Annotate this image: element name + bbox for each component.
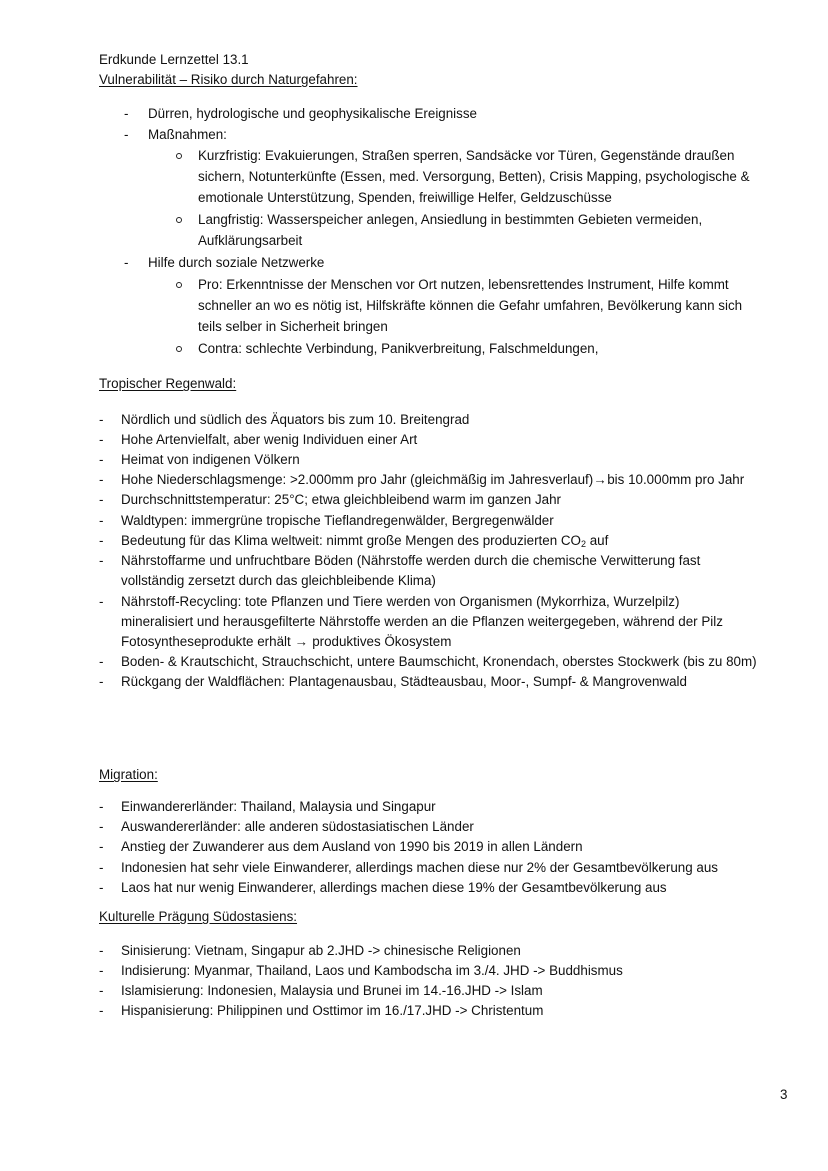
list-item: Anstieg der Zuwanderer aus dem Ausland von 1990 bis 2019 in allen Ländern <box>121 839 583 854</box>
list-item: Waldtypen: immergrüne tropische Tieflandregenwälder, Bergregenwälder <box>121 513 554 528</box>
list-item-contra: Contra: schlechte Verbindung, Panikverbreitung, Falschmeldungen, <box>198 341 599 356</box>
bullet-dash: - <box>99 860 104 875</box>
list-item: Durchschnittstemperatur: 25°C; etwa gleichbleibend warm im ganzen Jahr <box>121 492 562 507</box>
bullet-dash: - <box>124 106 129 121</box>
list-item-text: auf <box>586 533 609 548</box>
list-item: Nährstoff-Recycling: tote Pflanzen und Tiere werden von Organismen (Mykorrhiza, Wurzelpilz) <box>121 594 680 609</box>
list-item: Indonesien hat sehr viele Einwanderer, allerdings machen diese nur 2% der Gesamtbevölkerung aus <box>121 860 718 875</box>
list-item: Heimat von indigenen Völkern <box>121 452 300 467</box>
page-number: 3 <box>780 1087 788 1102</box>
list-item-short-term: Kurzfristig: Evakuierungen, Straßen sperren, Sandsäcke vor Türen, Gegenstände draußen <box>198 148 735 163</box>
list-item-cont: vollständig zersetzt durch das gleichbleibende Klima) <box>121 573 436 588</box>
section-heading-rainforest: Tropischer Regenwald: <box>99 376 237 391</box>
list-item: Rückgang der Waldflächen: Plantagenausbau, Städteausbau, Moor-, Sumpf- & Mangrovenwald <box>121 674 687 689</box>
list-item-text: Hohe Niederschlagsmenge: >2.000mm pro Jahr (gleichmäßig im Jahresverlauf) <box>121 472 594 487</box>
bullet-dash: - <box>99 799 104 814</box>
section-heading-vulnerability: Vulnerabilität – Risiko durch Naturgefahren: <box>99 72 358 87</box>
list-item-cont: mineralisiert und herausgefilterte Nährstoffe werden an die Pflanzen weitergegeben, während der Pilz <box>121 614 723 629</box>
circle-bullet-icon <box>176 217 182 223</box>
list-item-short-term-cont: emotionale Unterstützung, Spenden, freiwillige Helfer, Geldzuschüsse <box>198 190 612 205</box>
list-item-text: produktives Ökosystem <box>312 634 452 649</box>
list-item <box>121 531 608 551</box>
bullet-dash: - <box>99 432 104 447</box>
list-item-short-term-cont: sichern, Notunterkünfte (Essen, med. Versorgung, Betten), Crisis Mapping, psychologische & <box>198 169 750 184</box>
list-item: Indisierung: Myanmar, Thailand, Laos und Kambodscha im 3./4. JHD -> Buddhismus <box>121 963 623 978</box>
bullet-dash: - <box>99 943 104 958</box>
bullet-dash: - <box>99 553 104 568</box>
bullet-dash: - <box>124 255 129 270</box>
list-item-text: Bedeutung für das Klima weltweit: nimmt große Mengen des produzierten CO <box>121 533 581 548</box>
list-item: Maßnahmen: <box>148 127 227 142</box>
section-heading-culture: Kulturelle Prägung Südostasiens: <box>99 909 298 924</box>
bullet-dash: - <box>99 412 104 427</box>
bullet-dash: - <box>99 674 104 689</box>
bullet-dash: - <box>99 654 104 669</box>
bullet-dash: - <box>99 513 104 528</box>
bullet-dash: - <box>99 452 104 467</box>
list-item: Boden- & Krautschicht, Strauchschicht, untere Baumschicht, Kronendach, oberstes Stockwerk (bis zu 80m) <box>121 654 757 669</box>
list-item: Einwandererländer: Thailand, Malaysia und Singapur <box>121 799 436 814</box>
list-item-pro-cont: schneller an wo es nötig ist, Hilfskräfte können die Gefahr umfahren, Bevölkerung kann sich <box>198 298 743 313</box>
list-item: Nährstoffarme und unfruchtbare Böden (Nährstoffe werden durch die chemische Verwitterung fast <box>121 553 701 568</box>
list-item: Sinisierung: Vietnam, Singapur ab 2.JHD -> chinesische Religionen <box>121 943 521 958</box>
circle-bullet-icon <box>176 282 182 288</box>
document-title: Erdkunde Lernzettel 13.1 <box>99 52 249 67</box>
list-item <box>121 470 744 490</box>
circle-bullet-icon <box>176 346 182 352</box>
list-item-long-term: Langfristig: Wasserspeicher anlegen, Ansiedlung in bestimmten Gebieten vermeiden, <box>198 212 703 227</box>
list-item: Laos hat nur wenig Einwanderer, allerdings machen diese 19% der Gesamtbevölkerung aus <box>121 880 667 895</box>
bullet-dash: - <box>99 1003 104 1018</box>
subscript: 2 <box>580 539 586 549</box>
bullet-dash: - <box>99 880 104 895</box>
arrow-right-icon: → <box>294 634 309 649</box>
bullet-dash: - <box>99 472 104 487</box>
list-item: Hohe Artenvielfalt, aber wenig Individuen einer Art <box>121 432 418 447</box>
circle-bullet-icon <box>176 153 182 159</box>
list-item-cont <box>121 632 451 652</box>
list-item-pro: Pro: Erkenntnisse der Menschen vor Ort nutzen, lebensrettendes Instrument, Hilfe kommt <box>198 277 729 292</box>
list-item: Islamisierung: Indonesien, Malaysia und Brunei im 14.-16.JHD -> Islam <box>121 983 543 998</box>
list-item: Dürren, hydrologische und geophysikalische Ereignisse <box>148 106 477 121</box>
bullet-dash: - <box>99 533 104 548</box>
bullet-dash: - <box>99 819 104 834</box>
bullet-dash: - <box>99 492 104 507</box>
list-item: Hilfe durch soziale Netzwerke <box>148 255 325 270</box>
bullet-dash: - <box>124 127 129 142</box>
list-item: Hispanisierung: Philippinen und Osttimor im 16./17.JHD -> Christentum <box>121 1003 544 1018</box>
list-item-text: Fotosyntheseprodukte erhält <box>121 634 291 649</box>
list-item: Auswandererländer: alle anderen südostasiatischen Länder <box>121 819 474 834</box>
list-item-pro-cont: teils selber in Sicherheit bringen <box>198 319 388 334</box>
list-item: Nördlich und südlich des Äquators bis zum 10. Breitengrad <box>121 412 470 427</box>
bullet-dash: - <box>99 594 104 609</box>
list-item-text: bis 10.000mm pro Jahr <box>607 472 745 487</box>
arrow-right-icon: → <box>593 472 607 487</box>
bullet-dash: - <box>99 963 104 978</box>
list-item-long-term-cont: Aufklärungsarbeit <box>198 233 303 248</box>
bullet-dash: - <box>99 839 104 854</box>
bullet-dash: - <box>99 983 104 998</box>
section-heading-migration: Migration: <box>99 767 158 782</box>
